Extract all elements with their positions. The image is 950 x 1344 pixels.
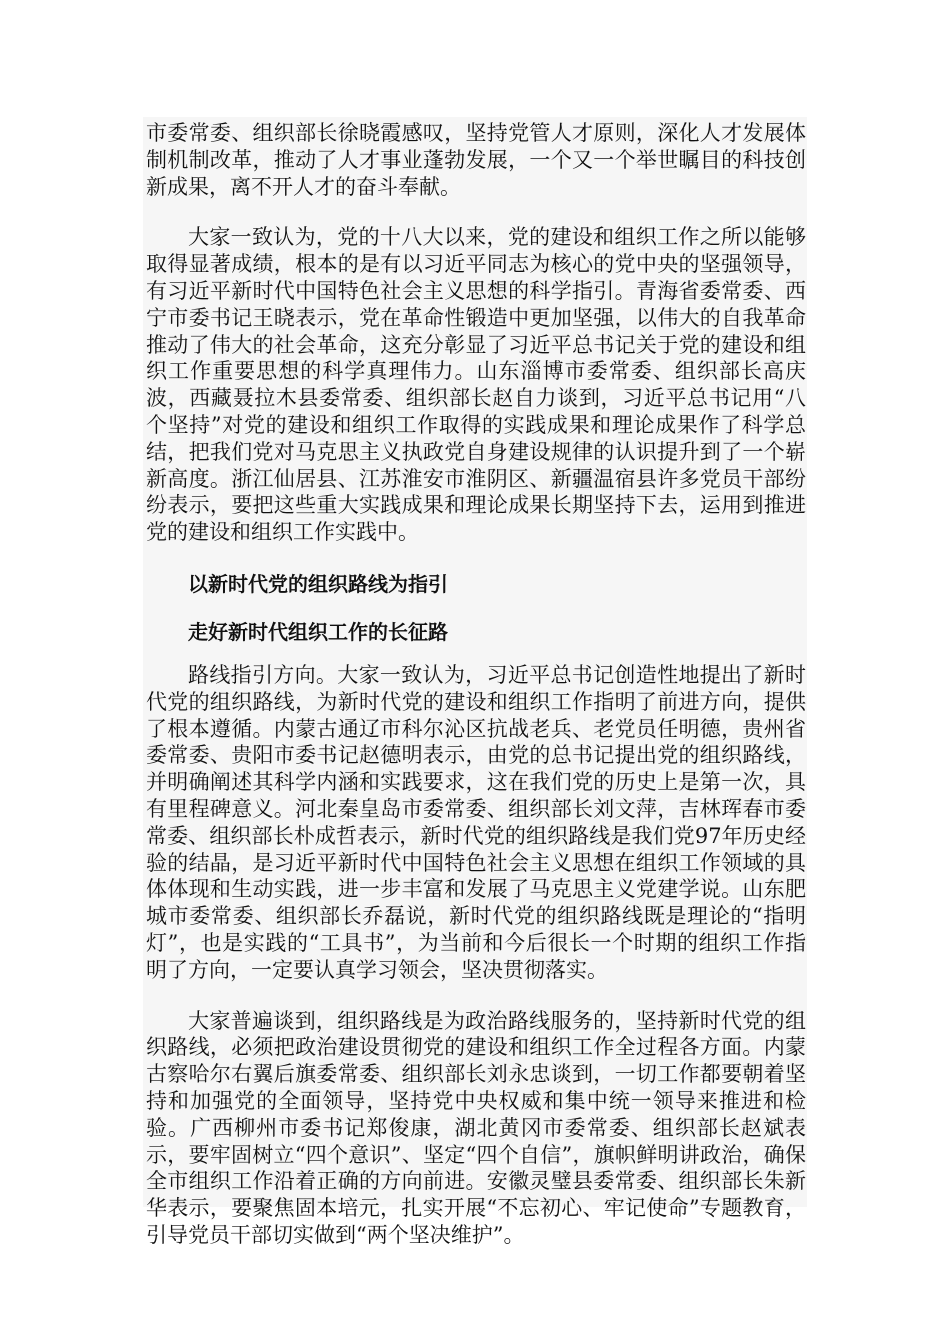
paragraph: 大家一致认为，党的十八大以来，党的建设和组织工作之所以能够取得显著成绩，根本的是有以习近平同志为核心的党中央的坚强领导，有习近平新时代中国特色社会主义思想的科学指引。青海省委常委、西宁市委书记王晓表示，党在革命性锻造中更加坚强，以伟大的自我革命推动了伟大的社会革命，这充分彰显了习近平总书记关于党的建设和组织工作重要思想的科学真理伟力。山东淄博市委常委、组织部长高庆波，西藏聂拉木县委常委、组织部长赵自力谈到，习近平总书记用“八个坚持”对党的建设和组织工作取得的实践成果和理论成果作了科学总结，把我们党对马克思主义执政党自身建设规律的认识提升到了一个崭新高度。浙江仙居县、江苏淮安市淮阴区、新疆温宿县许多党员干部纷纷表示，要把这些重大实践成果和理论成果长期坚持下去，运用到推进党的建设和组织工作实践中。 <box>146 225 806 545</box>
paragraph: 大家普遍谈到，组织路线是为政治路线服务的，坚持新时代党的组织路线，必须把政治建设贯彻党的建设和组织工作全过程各方面。内蒙古察哈尔右翼后旗委常委、组织部长刘永忠谈到，一切工作都要朝着坚持和加强党的全面领导，坚持党中央权威和集中统一领导来推进和检验。广西柳州市委书记郑俊康，湖北黄冈市委常委、组织部长赵斌表示，要牢固树立“四个意识”、坚定“四个自信”，旗帜鲜明讲政治，确保全市组织工作沿着正确的方向前进。安徽灵璧县委常委、组织部长朱新华表示，要聚焦固本培元，扎实开展“不忘初心、牢记使命”专题教育，引导党员干部切实做到“两个坚决维护”。 <box>146 1008 806 1247</box>
article-body <box>146 120 806 1249</box>
paragraph: 市委常委、组织部长徐晓霞感叹，坚持党管人才原则，深化人才发展体制机制改革，推动了人才事业蓬勃发展，一个又一个举世瞩目的科技创新成果，离不开人才的奋斗奉献。 <box>146 121 806 199</box>
section-heading: 走好新时代组织工作的长征路 <box>188 619 448 644</box>
paragraph: 路线指引方向。大家一致认为，习近平总书记创造性地提出了新时代党的组织路线，为新时代党的建设和组织工作指明了前进方向，提供了根本遵循。内蒙古通辽市科尔沁区抗战老兵、老党员任明德，贵州省委常委、贵阳市委书记赵德明表示，由党的总书记提出党的组织路线，并明确阐述其科学内涵和实践要求，这在我们党的历史上是第一次，具有里程碑意义。河北秦皇岛市委常委、组织部长刘文萍，吉林珲春市委常委、组织部长朴成哲表示，新时代党的组织路线是我们党97年历史经验的结晶，是习近平新时代中国特色社会主义思想在组织工作领域的具体体现和生动实践，进一步丰富和发展了马克思主义党建学说。山东肥城市委常委、组织部长乔磊说，新时代党的组织路线既是理论的“指明灯”，也是实践的“工具书”，为当前和今后很长一个时期的组织工作指明了方向，一定要认真学习领会，坚决贯彻落实。 <box>146 662 806 982</box>
section-heading: 以新时代党的组织路线为指引 <box>188 571 448 596</box>
